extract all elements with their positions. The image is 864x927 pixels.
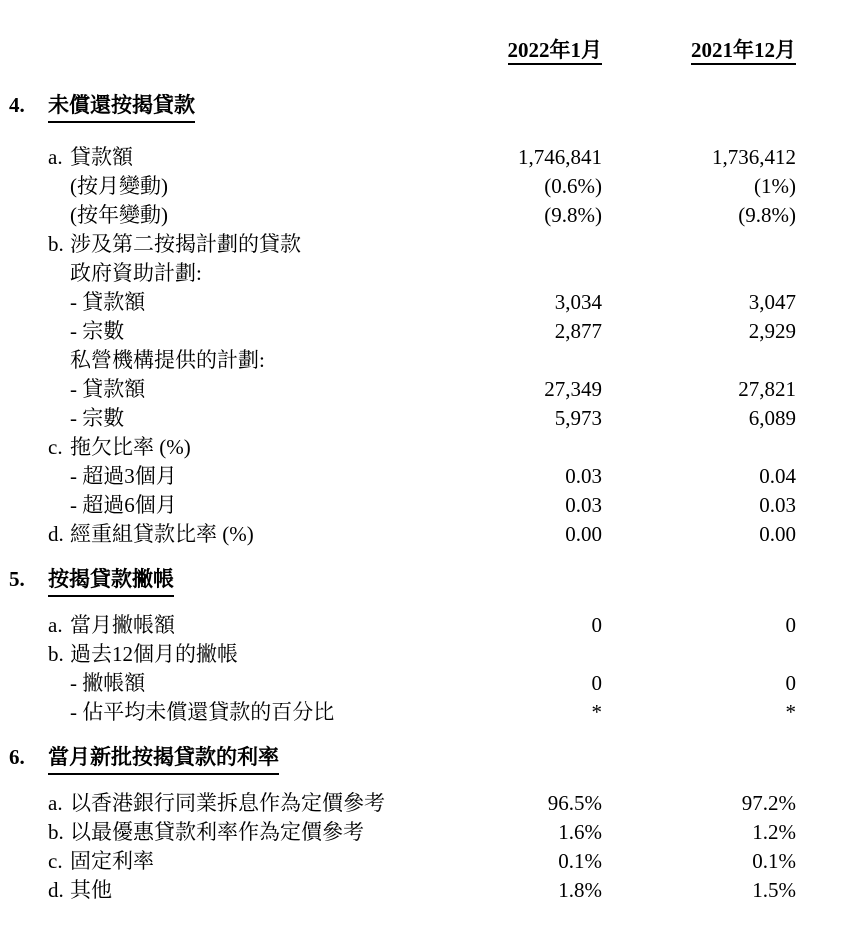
- row-value-col1: (0.6%): [544, 174, 602, 198]
- section-6-heading: [9, 743, 796, 775]
- row-label-text: - 佔平均未償還貸款的百分比: [70, 700, 335, 724]
- row-value-col1: 3,034: [554, 290, 602, 314]
- row-value-col1: (9.8%): [544, 203, 602, 227]
- row-label-text: 拖欠比率 (%): [70, 435, 191, 459]
- table-row: [9, 404, 796, 433]
- row-label-text: 私營機構提供的計劃:: [70, 348, 265, 372]
- row-value-col1: 0: [591, 671, 602, 695]
- row-value-col1: *: [591, 700, 602, 724]
- section-5: [9, 565, 796, 727]
- table-row: [9, 172, 796, 201]
- row-value-col2: 1.2%: [752, 820, 796, 844]
- row-letter: b.: [48, 232, 64, 256]
- row-label: [9, 317, 480, 346]
- table-row: [9, 433, 796, 462]
- row-label: [9, 346, 480, 375]
- column-headers: [9, 36, 796, 65]
- table-row: [9, 375, 796, 404]
- row-value-col2: 0.1%: [752, 849, 796, 873]
- table-row: [9, 640, 796, 669]
- row-label-text: 其他: [70, 878, 112, 902]
- row-value-col2: *: [785, 700, 796, 724]
- table-row: [9, 847, 796, 876]
- row-value-col1: 2,877: [554, 319, 602, 343]
- section-6-title: 當月新批按揭貸款的利率: [48, 743, 279, 775]
- row-label-text: 以最優惠貸款利率作為定價參考: [70, 820, 364, 844]
- row-value-col2: 27,821: [738, 377, 796, 401]
- row-value-col2: 2,929: [748, 319, 796, 343]
- row-label: [9, 669, 480, 698]
- table-row: [9, 259, 796, 288]
- row-label-text: (按月變動): [70, 174, 168, 198]
- row-label: [9, 847, 480, 876]
- table-row: [9, 818, 796, 847]
- row-value-col2: 0.03: [759, 493, 796, 517]
- row-label-text: 過去12個月的撇帳: [70, 642, 238, 666]
- row-letter: c.: [48, 849, 63, 873]
- row-letter: a.: [48, 613, 63, 637]
- table-row: [9, 230, 796, 259]
- section-4-title: 未償還按揭貸款: [48, 91, 195, 123]
- row-label-text: - 超過3個月: [70, 464, 177, 488]
- table-row: [9, 611, 796, 640]
- row-value-col1: 1.6%: [558, 820, 602, 844]
- table-row: [9, 669, 796, 698]
- table-row: [9, 520, 796, 549]
- table-row: [9, 876, 796, 905]
- row-label: [9, 143, 480, 172]
- row-label: [9, 789, 480, 818]
- row-label: [9, 876, 480, 905]
- row-value-col1: 0: [591, 613, 602, 637]
- row-value-col2: (9.8%): [738, 203, 796, 227]
- row-label-text: - 宗數: [70, 319, 125, 343]
- section-4-number: 4.: [9, 93, 25, 117]
- row-value-col2: 0: [785, 613, 796, 637]
- row-label: [9, 201, 480, 230]
- row-value-col2: 1,736,412: [712, 145, 796, 169]
- section-5-heading: [9, 565, 796, 597]
- row-value-col1: 5,973: [554, 406, 602, 430]
- row-label: [9, 520, 480, 549]
- row-letter: b.: [48, 820, 64, 844]
- row-value-col1: 0.1%: [558, 849, 602, 873]
- row-label-text: - 超過6個月: [70, 493, 177, 517]
- column-header-2021-12: [602, 36, 796, 65]
- row-value-col1: 96.5%: [547, 791, 602, 815]
- row-value-col1: 1.8%: [558, 878, 602, 902]
- row-value-col1: 0.00: [565, 522, 602, 546]
- row-label: [9, 375, 480, 404]
- row-label-text: 固定利率: [70, 849, 154, 873]
- table-row: [9, 143, 796, 172]
- section-4-heading: [9, 91, 796, 123]
- table-row: [9, 346, 796, 375]
- row-label: [9, 433, 480, 462]
- row-value-col2: 97.2%: [741, 791, 796, 815]
- row-label-text: 貸款額: [70, 145, 133, 169]
- row-label: [9, 230, 480, 259]
- row-label: [9, 288, 480, 317]
- row-letter: a.: [48, 791, 63, 815]
- row-label-text: - 貸款額: [70, 377, 146, 401]
- section-5-number: 5.: [9, 567, 25, 591]
- row-label: [9, 611, 480, 640]
- row-value-col2: 0.04: [759, 464, 796, 488]
- row-value-col2: (1%): [754, 174, 796, 198]
- row-label-text: - 貸款額: [70, 290, 146, 314]
- table-row: [9, 317, 796, 346]
- row-letter: c.: [48, 435, 63, 459]
- row-letter: d.: [48, 522, 64, 546]
- row-value-col2: 3,047: [748, 290, 796, 314]
- row-label: [9, 491, 480, 520]
- row-value-col2: 1.5%: [752, 878, 796, 902]
- row-letter: d.: [48, 878, 64, 902]
- table-row: [9, 789, 796, 818]
- row-label: [9, 172, 480, 201]
- row-label-text: - 宗數: [70, 406, 125, 430]
- row-label-text: 以香港銀行同業拆息作為定價參考: [70, 791, 385, 815]
- row-label: [9, 259, 480, 288]
- row-label-text: 涉及第二按揭計劃的貸款: [70, 232, 301, 256]
- row-value-col2: 0.00: [759, 522, 796, 546]
- section-6-number: 6.: [9, 745, 25, 769]
- row-value-col1: 1,746,841: [518, 145, 602, 169]
- column-header-2022-01-text: 2022年1月: [508, 38, 603, 65]
- row-label-text: (按年變動): [70, 203, 168, 227]
- column-header-2021-12-text: 2021年12月: [691, 38, 796, 65]
- row-label: [9, 640, 480, 669]
- column-header-2022-01: [480, 36, 602, 65]
- row-label: [9, 698, 480, 727]
- row-value-col1: 0.03: [565, 493, 602, 517]
- row-label-text: 當月撇帳額: [70, 613, 175, 637]
- row-letter: a.: [48, 145, 63, 169]
- row-label-text: - 撇帳額: [70, 671, 146, 695]
- row-label: [9, 462, 480, 491]
- table-row: [9, 698, 796, 727]
- section-5-title: 按揭貸款撇帳: [48, 565, 174, 597]
- row-value-col2: 0: [785, 671, 796, 695]
- table-row: [9, 462, 796, 491]
- row-value-col1: 0.03: [565, 464, 602, 488]
- section-6: [9, 743, 796, 905]
- row-value-col2: 6,089: [748, 406, 796, 430]
- table-row: [9, 288, 796, 317]
- table-row: [9, 201, 796, 230]
- row-label-text: 政府資助計劃:: [70, 261, 202, 285]
- row-label: [9, 818, 480, 847]
- row-label-text: 經重組貸款比率 (%): [70, 522, 254, 546]
- section-4: [9, 91, 796, 549]
- row-value-col1: 27,349: [544, 377, 602, 401]
- table-row: [9, 491, 796, 520]
- row-label: [9, 404, 480, 433]
- row-letter: b.: [48, 642, 64, 666]
